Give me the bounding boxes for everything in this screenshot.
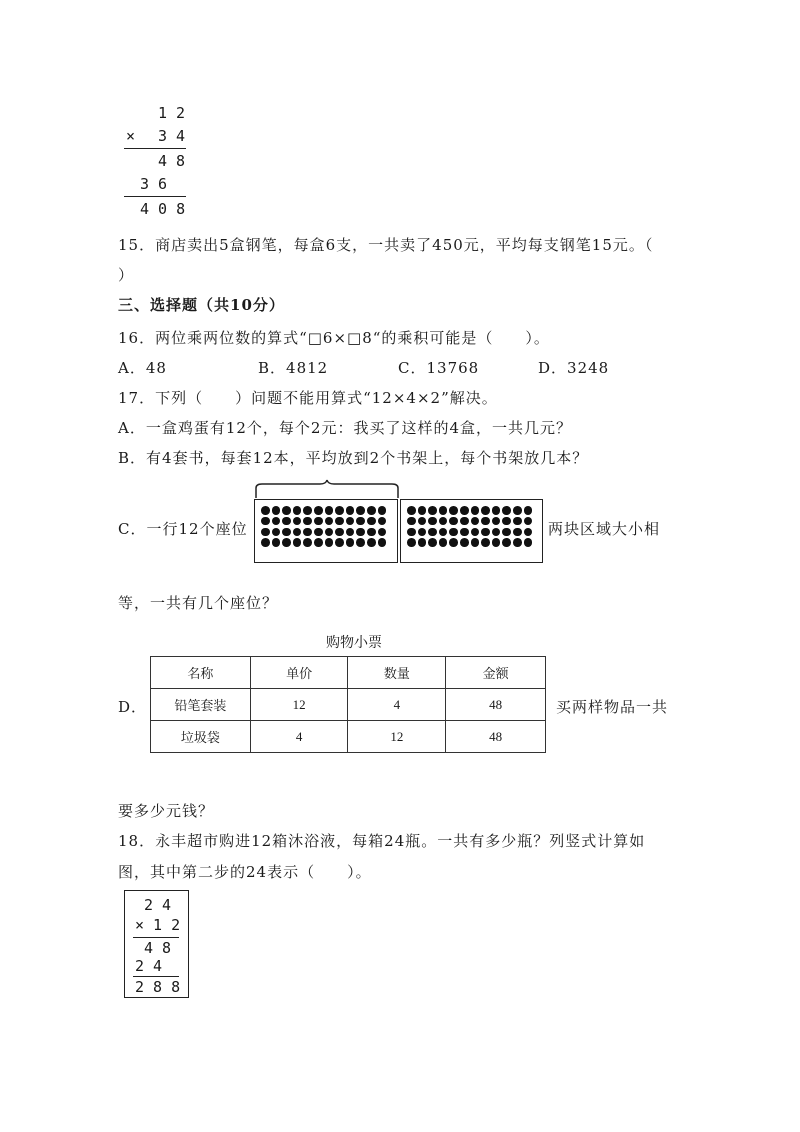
calc-row-1: 2 4 [144, 896, 172, 914]
seat-dot [418, 538, 427, 547]
table-cell: 12 [250, 689, 348, 721]
seat-dot [335, 517, 344, 526]
seat-dot [356, 517, 365, 526]
seat-dot [378, 528, 387, 537]
question-17: 17．下列（ ）问题不能用算式“12×4×2”解决。 [118, 389, 498, 407]
seat-dot [460, 538, 469, 547]
seat-dot [513, 538, 522, 547]
calc-row-5: 4 0 8 [140, 200, 186, 218]
seat-dot [261, 538, 270, 547]
seat-dot [407, 528, 416, 537]
table-row [151, 689, 546, 721]
column-header: 金额 [446, 657, 546, 689]
seat-dot [378, 506, 387, 515]
seat-dot [460, 517, 469, 526]
seat-dot [502, 506, 511, 515]
seat-dot [346, 506, 355, 515]
q16-option-a: A．48 [118, 359, 167, 377]
seat-dot [449, 528, 458, 537]
q17-option-c-cont: 等，一共有几个座位？ [118, 594, 279, 612]
seat-dot [481, 517, 490, 526]
q17-option-b: B．有4套书，每套12本，平均放到2个书架上，每个书架放几本？ [118, 449, 589, 467]
seat-dot [513, 517, 522, 526]
seat-dot [272, 538, 281, 547]
table-cell: 垃圾袋 [151, 721, 251, 753]
calc-row-2: 3 4 [158, 127, 186, 145]
seat-dot [346, 528, 355, 537]
seat-dot [481, 528, 490, 537]
column-header: 名称 [151, 657, 251, 689]
seat-dot [439, 538, 448, 547]
seat-dot [346, 538, 355, 547]
seat-dot [282, 517, 291, 526]
seat-dot [272, 506, 281, 515]
seat-dot [460, 506, 469, 515]
table-cell: 4 [250, 721, 348, 753]
seat-dot [524, 517, 533, 526]
table-cell: 4 [348, 689, 446, 721]
seat-dot [524, 538, 533, 547]
seat-dot [439, 517, 448, 526]
seat-dot [293, 528, 302, 537]
seat-dot [293, 506, 302, 515]
seat-dot [282, 506, 291, 515]
seat-dot [418, 506, 427, 515]
seat-dot [513, 528, 522, 537]
seat-dot [378, 538, 387, 547]
seat-dot [325, 538, 334, 547]
table-cell: 48 [446, 721, 546, 753]
calc-row-4: 3 6 [140, 175, 168, 193]
brace-icon [254, 478, 400, 500]
seat-dot [513, 506, 522, 515]
seat-dot [314, 517, 323, 526]
seat-dot [314, 528, 323, 537]
seat-dot [325, 506, 334, 515]
seat-dot [449, 538, 458, 547]
receipt-table [150, 656, 546, 753]
seat-dot [492, 538, 501, 547]
question-15-cont: ） [118, 266, 135, 284]
seat-dot [407, 517, 416, 526]
calc-rule-1 [124, 148, 186, 149]
calc-rule-2 [124, 196, 186, 197]
seat-dot [471, 506, 480, 515]
seat-dot [303, 528, 312, 537]
table-cell: 12 [348, 721, 446, 753]
seat-dot [449, 506, 458, 515]
calc-row-2: × 1 2 [135, 916, 181, 934]
seat-dot [428, 528, 437, 537]
seat-grid-left [254, 499, 398, 563]
q17-option-d-post: 买两样物品一共 [556, 698, 669, 716]
seat-dot [524, 528, 533, 537]
seat-dot [428, 506, 437, 515]
calc-row-1: 1 2 [158, 104, 186, 122]
seat-dot [502, 517, 511, 526]
seat-dot [356, 538, 365, 547]
seat-dot [293, 538, 302, 547]
seat-dot [439, 528, 448, 537]
q17-option-a: A．一盒鸡蛋有12个，每个2元：我买了这样的4盒，一共几元？ [118, 419, 573, 437]
seat-dot [282, 528, 291, 537]
seat-dot [303, 517, 312, 526]
seat-dot [325, 517, 334, 526]
seat-dot [481, 506, 490, 515]
column-header: 数量 [348, 657, 446, 689]
seat-dot [314, 538, 323, 547]
seat-dot [367, 538, 376, 547]
seat-dot [335, 506, 344, 515]
seat-dot [261, 517, 270, 526]
calc-rule-2 [133, 976, 179, 977]
seat-dot [335, 538, 344, 547]
q16-option-b: B．4812 [258, 359, 329, 377]
seat-dot [418, 517, 427, 526]
question-18-line-1: 18．永丰超市购进12箱沐浴液，每箱24瓶。一共有多少瓶？列竖式计算如 [118, 832, 646, 850]
seat-dot [449, 517, 458, 526]
table-cell: 铅笔套装 [151, 689, 251, 721]
seat-dot [407, 506, 416, 515]
table-header-row [151, 657, 546, 689]
seat-dot [303, 538, 312, 547]
seat-dot [502, 528, 511, 537]
q17-option-d-cont: 要多少元钱？ [118, 802, 215, 820]
seat-dot [335, 528, 344, 537]
seat-dot [303, 506, 312, 515]
seat-dot [272, 528, 281, 537]
seat-dot [471, 538, 480, 547]
table-row [151, 721, 546, 753]
seat-dot [367, 528, 376, 537]
seat-dot [492, 528, 501, 537]
seat-dot [418, 528, 427, 537]
seat-dot [356, 528, 365, 537]
seat-dot [471, 528, 480, 537]
seat-dot [314, 506, 323, 515]
seat-dot [407, 538, 416, 547]
table-cell: 48 [446, 689, 546, 721]
seat-dot [439, 506, 448, 515]
seat-dot [492, 506, 501, 515]
seat-dot [282, 538, 291, 547]
calc-rule-1 [133, 937, 179, 938]
seat-dot [293, 517, 302, 526]
column-header: 单价 [250, 657, 348, 689]
seat-dot [428, 538, 437, 547]
seat-dot [460, 528, 469, 537]
question-15: 15．商店卖出5盒钢笔，每盒6支，一共卖了450元，平均每支钢笔15元。（ [118, 236, 654, 254]
seat-dot [356, 506, 365, 515]
q17-option-c: C．一行12个座位 [118, 520, 248, 538]
seat-dot [261, 506, 270, 515]
seat-dot [378, 517, 387, 526]
receipt-title: 购物小票 [326, 635, 382, 651]
q16-option-d: D．3248 [538, 359, 610, 377]
question-16: 16．两位乘两位数的算式“□6×□8“的乘积可能是（ ）。 [118, 329, 550, 347]
seat-dot [428, 517, 437, 526]
q17-option-d: D． [118, 698, 148, 716]
calc-row-4: 2 4 [135, 957, 163, 975]
seat-dot [367, 517, 376, 526]
seat-dot [261, 528, 270, 537]
calc-row-5: 2 8 8 [135, 978, 181, 996]
q17-option-c-post: 两块区域大小相 [548, 520, 661, 538]
seat-dot [325, 528, 334, 537]
seat-grid-right [400, 499, 543, 563]
seat-dot [367, 506, 376, 515]
seat-dot [471, 517, 480, 526]
seat-dot [272, 517, 281, 526]
seat-dot [524, 506, 533, 515]
section-title: 三、选择题（共10分） [118, 296, 285, 314]
calc-operator: × [126, 127, 136, 145]
question-18-line-2: 图，其中第二步的24表示（ ）。 [118, 863, 372, 881]
seat-dot [346, 517, 355, 526]
q16-option-c: C．13768 [398, 359, 480, 377]
seat-dot [481, 538, 490, 547]
calc-row-3: 4 8 [144, 939, 172, 957]
calc-row-3: 4 8 [158, 152, 186, 170]
seat-dot [502, 538, 511, 547]
q18-vertical-calc [124, 890, 189, 998]
seat-dot [492, 517, 501, 526]
